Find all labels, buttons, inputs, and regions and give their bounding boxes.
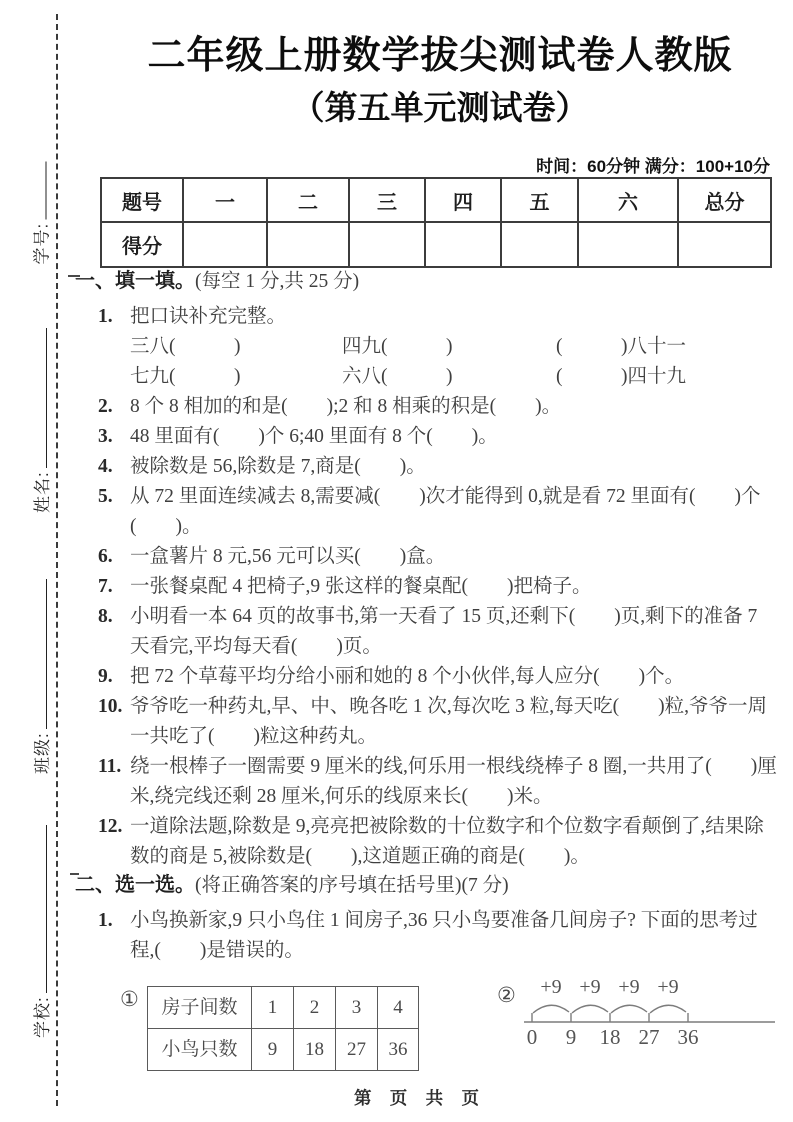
score-table-header-cell: 六 [578,178,678,222]
score-table-header-cell: 总分 [678,178,771,222]
jump-arc [611,1005,647,1013]
choice-question-1 [75,906,779,966]
student-id-label: 学号: [32,222,51,265]
school-field [27,808,53,1038]
jump-arc [572,1005,608,1013]
score-cell-empty [267,222,349,267]
question-7 [75,572,779,602]
number-line-value: 0 [526,1025,538,1049]
score-table-header-cell: 二 [267,178,349,222]
question-number: 5. [98,486,113,507]
bird-table-cell: 2 [294,987,336,1029]
option-1-marker: ① [120,987,139,1011]
question-text: 8 个 8 相加的和是( );2 和 8 相乘的积是( )。 [130,396,562,417]
question-6 [75,542,779,572]
section2-note: (将正确答案的序号填在括号里)(7 分) [195,875,509,896]
question-text: 小明看一本 64 页的故事书,第一天看了 15 页,还剩下( )页,剩下的准备 7 天看完,平均每天看( )页。 [130,606,758,657]
question-text: 一张餐桌配 4 把椅子,9 张这样的餐桌配( )把椅子。 [130,576,592,597]
score-table-header-cell: 四 [425,178,501,222]
option-2-marker: ② [497,983,516,1007]
question-number: 12. [98,816,123,837]
name-field [27,313,53,513]
mantra-blank: 七九( ) [130,366,241,387]
mantra-row-2 [75,362,779,392]
score-table [100,177,772,268]
score-cell-empty [578,222,678,267]
student-id-field [27,150,53,265]
section1-heading [75,266,779,297]
question-text: 从 72 里面连续减去 8,需要减( )次才能得到 0,就是看 72 里面有( )个( )。 [130,486,761,537]
question-9 [75,662,779,692]
question-text: 被除数是 56,除数是 7,商是( )。 [130,456,426,477]
score-table-header-cell: 题号 [101,178,183,222]
score-table-header-cell: 五 [501,178,578,222]
question-number: 10. [98,696,123,717]
mantra-row-1 [75,332,779,362]
score-cell-empty [501,222,578,267]
question-4 [75,452,779,482]
question-text: 一盒薯片 8 元,56 元可以买( )盒。 [130,546,446,567]
number-line-value: 27 [638,1025,660,1049]
score-cell-empty [425,222,501,267]
arc-label: +9 [657,976,679,998]
score-cell-empty [678,222,771,267]
question-number: 8. [98,606,113,627]
question-number: 9. [98,666,113,687]
question-text: 把口诀补充完整。 [130,306,287,327]
choice-options [75,970,779,1080]
question-text: 把 72 个草莓平均分给小丽和她的 8 个小伙伴,每人应分( )个。 [130,666,685,687]
question-number: 1. [98,910,113,931]
question-text: 爷爷吃一种药丸,早、中、晚各吃 1 次,每次吃 3 粒,每天吃( )粒,爷爷一周一共吃了( )粒这种药丸。 [130,696,767,747]
question-number: 1. [98,306,113,327]
score-row-label: 得分 [101,222,183,267]
question-1 [75,302,779,332]
score-table-header-cell: 一 [183,178,267,222]
mantra-blank: 三八( ) [130,336,241,357]
class-label: 班级: [32,732,52,774]
section-multiple-choice [75,870,779,1080]
section1-title: 一、填一填。 [75,270,195,292]
question-text: 绕一根棒子一圈需要 9 厘米的线,何乐用一根线绕棒子 8 圈,一共用了( )厘米,绕完线还剩 28 厘米,何乐的线原来长( )米。 [130,756,777,807]
seal-dashed-line [56,14,58,1106]
bird-table-cell: 小鸟只数 [148,1029,252,1071]
question-number: 4. [98,456,113,477]
arc-label: +9 [540,976,562,998]
question-number: 3. [98,426,113,447]
score-table-header-cell: 三 [349,178,425,222]
time-score-info: 时间：60分钟 满分：100+10分 [536,157,770,176]
question-8 [75,602,779,662]
section-fill-in [75,266,779,872]
question-11 [75,752,779,812]
section2-title: 二、选一选。 [75,874,195,896]
class-blank-line [34,579,47,729]
student-id-blank-line [33,162,46,220]
mantra-blank: 六八( ) [342,366,453,387]
number-line-diagram [523,974,777,1054]
question-2 [75,392,779,422]
class-field [27,564,53,774]
number-line-value: 36 [677,1025,699,1049]
mantra-blank: ( )四十九 [556,366,686,387]
question-number: 2. [98,396,113,417]
bird-table-cell: 4 [378,987,419,1029]
question-number: 7. [98,576,113,597]
score-cell-empty [349,222,425,267]
bird-house-table [147,986,419,1071]
number-line-value: 9 [565,1025,577,1049]
school-blank-line [34,825,47,993]
jump-arc [650,1005,686,1013]
question-text: 48 里面有( )个 6;40 里面有 8 个( )。 [130,426,498,447]
bird-table-cell: 房子间数 [148,987,252,1029]
arc-label: +9 [579,976,601,998]
name-label: 姓名: [32,471,52,513]
section1-note: (每空 1 分,共 25 分) [195,271,360,292]
page-title: 二年级上册数学拔尖测试卷人教版 [147,35,733,77]
mantra-blank: ( )八十一 [556,336,686,357]
question-number: 11. [98,756,122,777]
question-5 [75,482,779,542]
question-12 [75,812,779,872]
question-10 [75,692,779,752]
bird-table-cell: 27 [336,1029,378,1071]
mantra-blank: 四九( ) [342,336,453,357]
bird-table-cell: 1 [252,987,294,1029]
bird-table-cell: 36 [378,1029,419,1071]
question-text: 一道除法题,除数是 9,亮亮把被除数的十位数字和个位数字看颠倒了,结果除数的商是 5,被除数是( ),这道题正确的商是( )。 [130,816,764,867]
question-text: 小鸟换新家,9 只小鸟住 1 间房子,36 只小鸟要准备几间房子? 下面的思考过程,( )是错误的。 [130,910,758,961]
page-footer: 第 页 共 页 [353,1088,487,1108]
number-line-value: 18 [599,1025,621,1049]
name-blank-line [34,328,47,468]
arc-label: +9 [618,976,640,998]
section2-heading [75,870,779,901]
bird-table-cell: 9 [252,1029,294,1071]
page-subtitle: （第五单元测试卷） [291,89,589,126]
bird-table-cell: 18 [294,1029,336,1071]
question-number: 6. [98,546,113,567]
score-cell-empty [183,222,267,267]
jump-arc [533,1005,569,1013]
school-label: 学校: [32,996,52,1038]
bird-table-cell: 3 [336,987,378,1029]
question-3 [75,422,779,452]
